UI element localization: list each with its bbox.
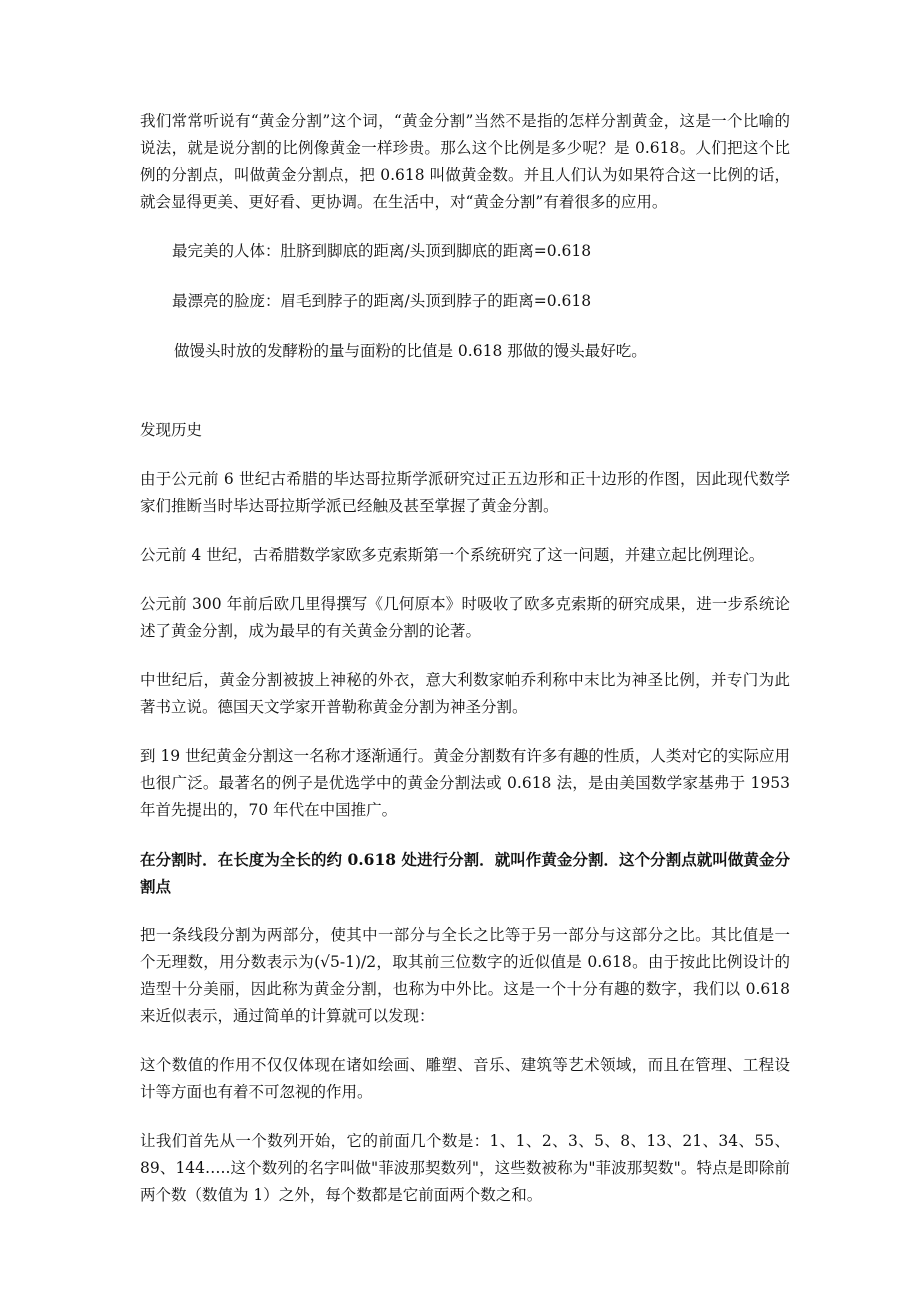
history-paragraph-middle-ages: 中世纪后，黄金分割被披上神秘的外衣，意大利数家帕乔利称中末比为神圣比例，并专门为此著书立说。德国天文学家开普勒称黄金分割为神圣分割。 [140,671,790,716]
body-paragraph-fibonacci: 让我们首先从一个数列开始，它的前面几个数是：1、1、2、3、5、8、13、21、34、55、89、144…..这个数列的名字叫做"菲波那契数列"，这些数被称为"菲波那契数"。特点是即除前两个数（数值为 1）之外，每个数都是它前面两个数之和。 [140,1132,790,1204]
history-paragraph-euclid: 公元前 300 年前后欧几里得撰写《几何原本》时吸收了欧多克索斯的研究成果，进一步系统论述了黄金分割，成为最早的有关黄金分割的论著。 [140,595,790,640]
intro-paragraph: 我们常常听说有“黄金分割”这个词，“黄金分割”当然不是指的怎样分割黄金，这是一个比喻的说法，就是说分割的比例像黄金一样珍贵。那么这个比例是多少呢？是 0.618。人们把这个比例的分割点，叫做黄金分割点，把 0.618 叫做黄金数。并且人们认为如果符合这一比例的话，就会显得更美、更好看、更协调。在生活中，对“黄金分割”有着很多的应用。 [140,112,790,211]
body-paragraph-ratio: 把一条线段分割为两部分，使其中一部分与全长之比等于另一部分与这部分之比。其比值是一个无理数，用分数表示为(√5-1)/2，取其前三位数字的近似值是 0.618。由于按此比例设计的造型十分美丽，因此称为黄金分割，也称为中外比。这是一个十分有趣的数字，我们以 0.618 来近似表示，通过简单的计算就可以发现： [140,926,790,1025]
definition-paragraph: 在分割时．在长度为全长的约 0.618 处进行分割．就叫作黄金分割．这个分割点就叫做黄金分割点 [140,850,790,896]
example-body-ratio: 最完美的人体：肚脐到脚底的距离/头顶到脚底的距离=0.618 [172,242,592,260]
history-paragraph-eudoxus: 公元前 4 世纪，古希腊数学家欧多克索斯第一个系统研究了这一问题，并建立起比例理论。 [140,546,765,564]
body-paragraph-applications: 这个数值的作用不仅仅体现在诸如绘画、雕塑、音乐、建筑等艺术领域，而且在管理、工程设计等方面也有着不可忽视的作用。 [140,1056,790,1101]
example-steamed-bun: 做馒头时放的发酵粉的量与面粉的比值是 0.618 那做的馒头最好吃。 [174,342,647,360]
example-face-ratio: 最漂亮的脸庞：眉毛到脖子的距离/头顶到脖子的距离=0.618 [172,292,592,310]
history-paragraph-pythagoreans: 由于公元前 6 世纪古希腊的毕达哥拉斯学派研究过正五边形和正十边形的作图，因此现代数学家们推断当时毕达哥拉斯学派已经触及甚至掌握了黄金分割。 [140,470,790,515]
history-paragraph-19th-century: 到 19 世纪黄金分割这一名称才逐渐通行。黄金分割数有许多有趣的性质，人类对它的实际应用也很广泛。最著名的例子是优选学中的黄金分割法或 0.618 法，是由美国数学家基弗于 1953 年首先提出的，70 年代在中国推广。 [140,747,790,819]
history-heading: 发现历史 [140,421,203,439]
document-page [140,108,790,1231]
